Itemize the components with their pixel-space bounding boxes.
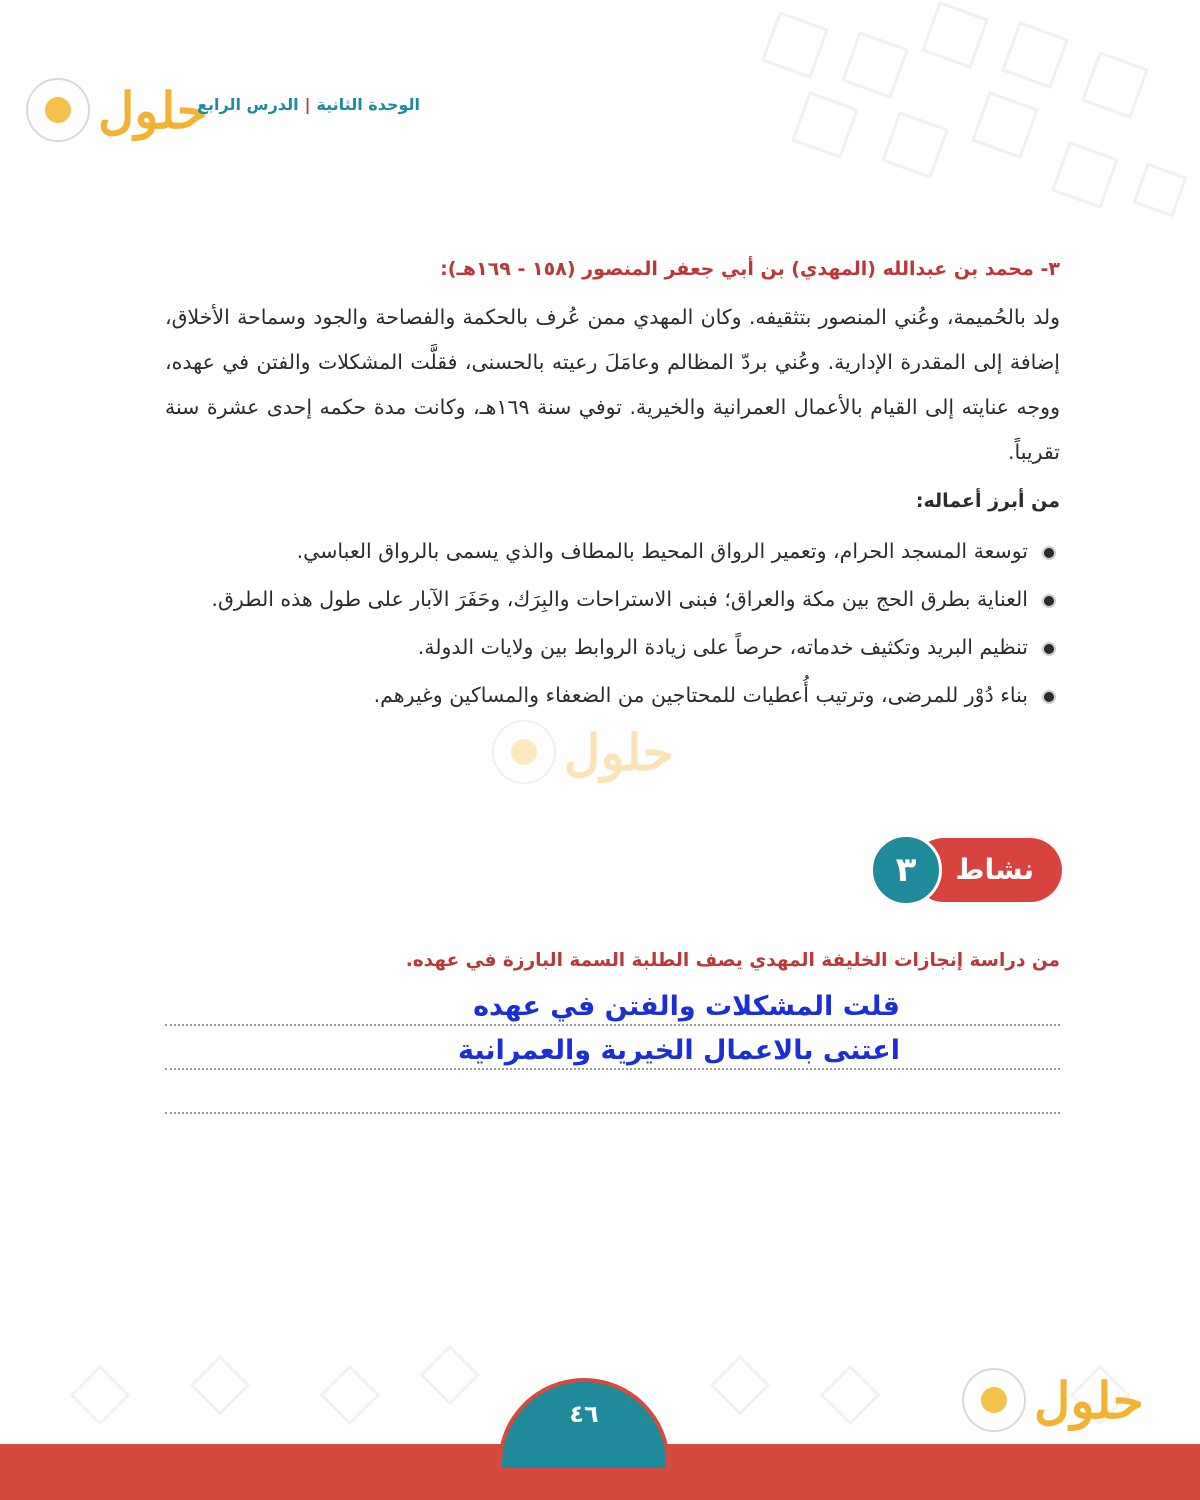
- works-list: [165, 530, 1060, 722]
- list-item: بناء دُوْر للمرضى، وترتيب أُعطيات للمحتاجين من الضعفاء والمساكين وغيرهم.: [165, 674, 1060, 716]
- answer-text: قلت المشكلات والفتن في عهده: [473, 991, 900, 1022]
- header-separator: |: [304, 95, 311, 114]
- answer-line[interactable]: [165, 982, 1060, 1026]
- activity-number: ٣: [870, 834, 942, 906]
- book-icon: [26, 78, 90, 142]
- book-icon: [492, 720, 556, 784]
- list-item: توسعة المسجد الحرام، وتعمير الرواق المحيط بالمطاف والذي يسمى بالرواق العباسي.: [165, 530, 1060, 572]
- logo-word: حلول: [98, 80, 208, 140]
- works-title: من أبرز أعماله:: [915, 490, 1060, 512]
- watermark-logo: [962, 1368, 1144, 1432]
- body-paragraph: ولد بالحُميمة، وعُني المنصور بتثقيفه. وكان المهدي ممن عُرف بالحكمة والفصاحة والجود وسماحة الأخلاق، إضافة إلى المقدرة الإدارية. وعُني بردّ المظالم وعامَلَ رعيته بالحسنى، فقلَّت المشكلات والفتن في عهده، ووجه عنايته إلى القيام بالأعمال العمرانية والخيرية. توفي سنة ١٦٩هـ، وكانت مدة حكمه إحدى عشرة سنة تقريباً.: [165, 305, 1060, 464]
- page-number: ٤٦: [569, 1400, 599, 1428]
- logo-word: حلول: [1034, 1370, 1144, 1430]
- background-pattern: [740, 0, 1200, 260]
- list-item: العناية بطرق الحج بين مكة والعراق؛ فبنى الاستراحات والبِرَك، وحَفَرَ الآبار على طول هذه الطرق.: [165, 578, 1060, 620]
- logo-word: حلول: [564, 722, 674, 782]
- watermark-logo: [492, 720, 674, 784]
- book-icon: [962, 1368, 1026, 1432]
- lesson-label: الدرس الرابع: [197, 95, 299, 114]
- answer-line[interactable]: [165, 1070, 1060, 1114]
- unit-label: الوحدة الثانية: [316, 95, 420, 114]
- section-title: ٣- محمد بن عبدالله (المهدي) بن أبي جعفر المنصور (١٥٨ - ١٦٩هـ):: [440, 258, 1060, 280]
- list-item: تنظيم البريد وتكثيف خدماته، حرصاً على زيادة الروابط بين ولايات الدولة.: [165, 626, 1060, 668]
- activity-badge: [870, 834, 1062, 906]
- answer-text: اعتنى بالاعمال الخيرية والعمرانية: [457, 1035, 900, 1066]
- page-header: [160, 95, 420, 114]
- activity-label: نشاط: [912, 838, 1062, 902]
- activity-question: من دراسة إنجازات الخليفة المهدي يصف الطلبة السمة البارزة في عهده.: [405, 950, 1060, 971]
- answer-line[interactable]: [165, 1026, 1060, 1070]
